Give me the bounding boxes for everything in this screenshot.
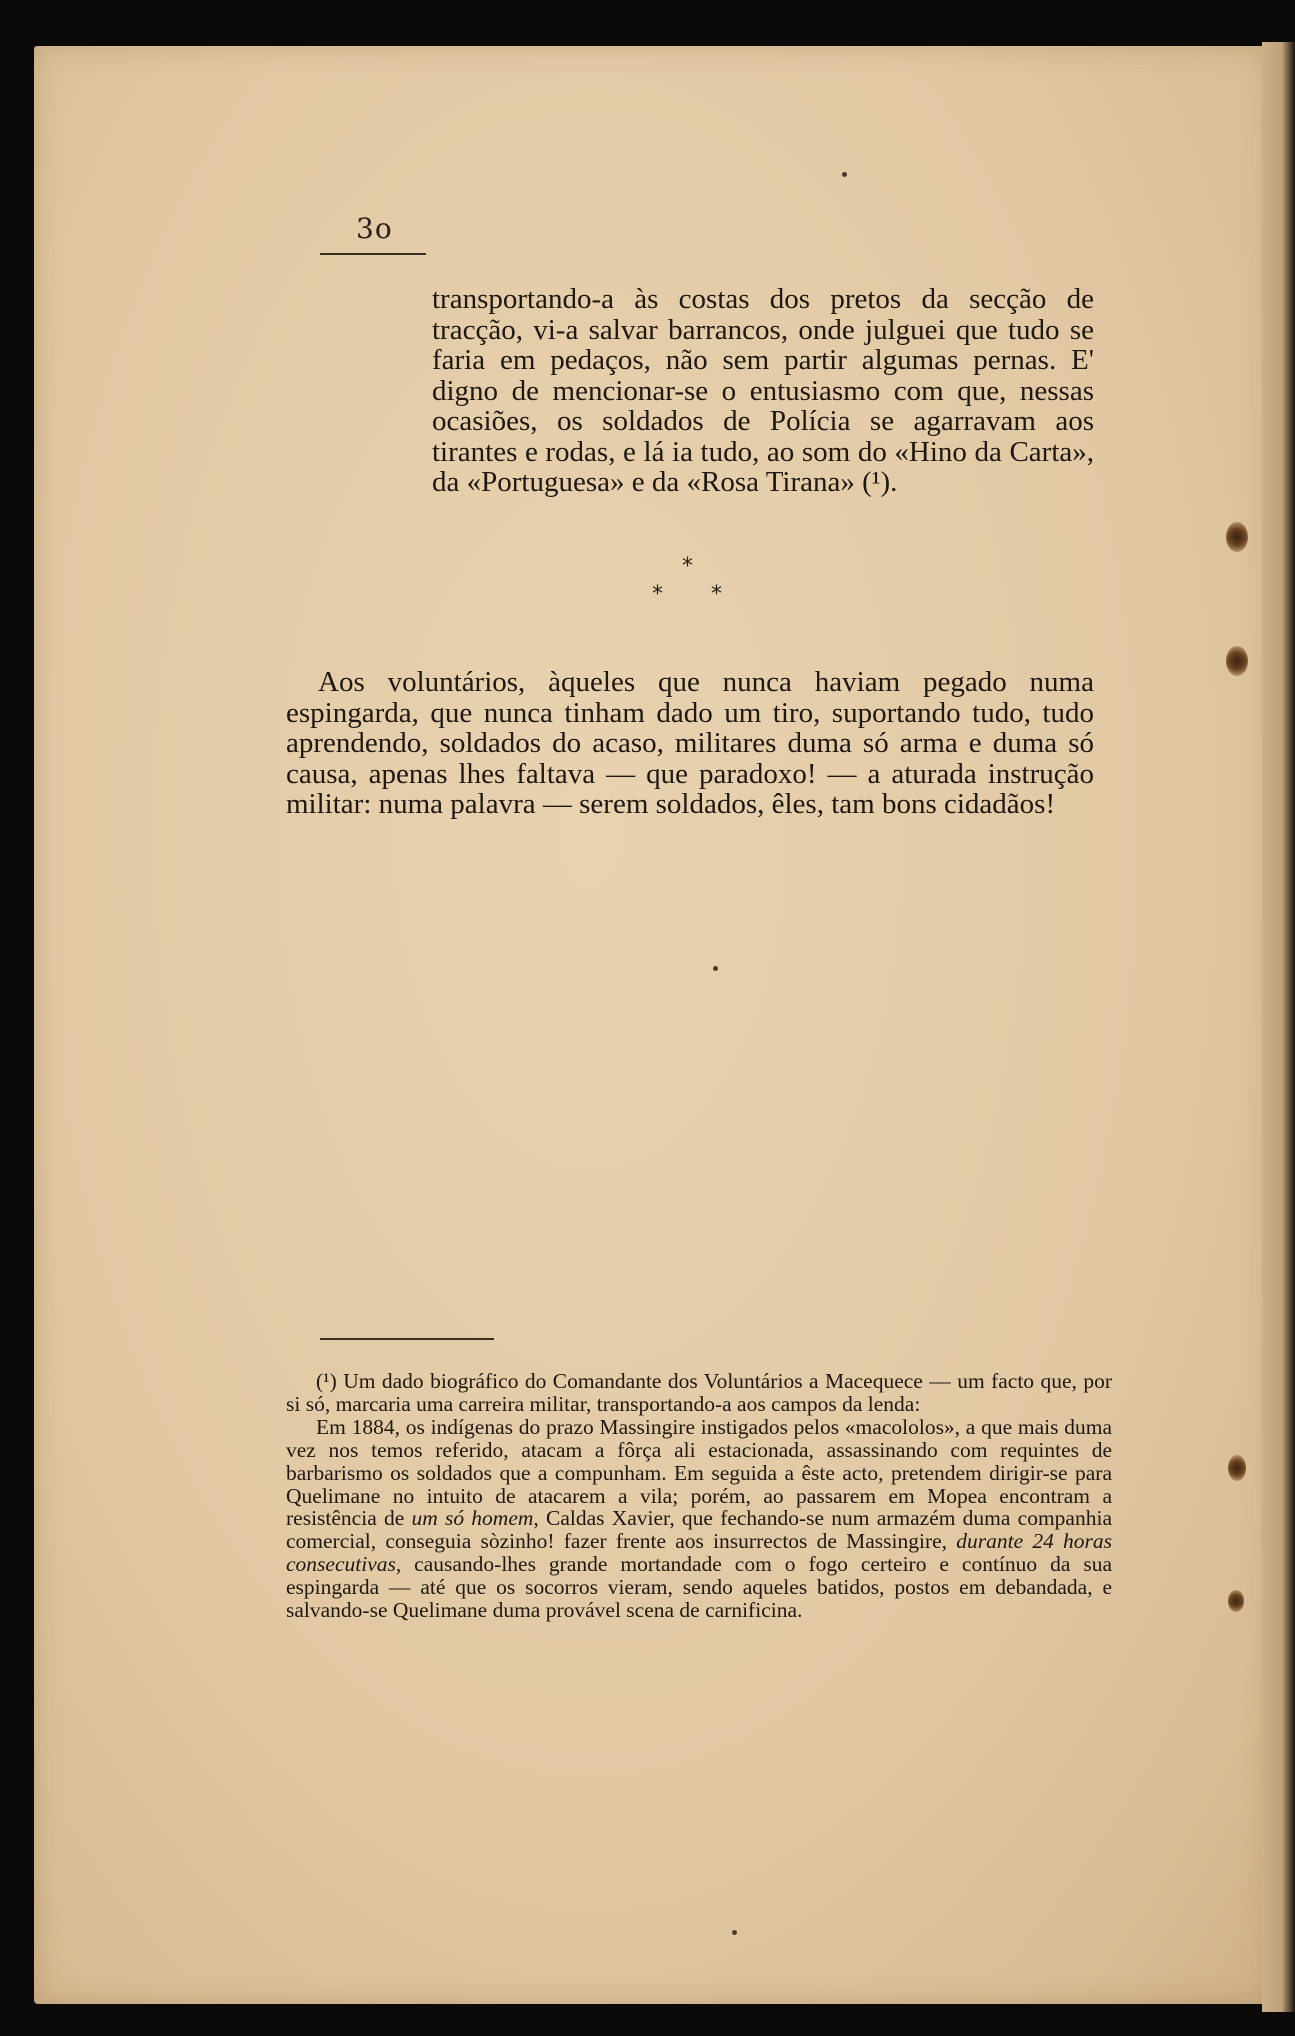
ink-stain bbox=[1226, 522, 1248, 552]
footnote-text-a: Em 1884, os indígenas do prazo Massingire instigados pelos «macololos», a que mais duma vez nos temos referido, atacam a fôrça ali estacionada, assassinando com requintes de barbarismo os soldados que a compunham. Em seguida a êste acto, pretendem dirigir-se para Quelimane no intuito de atacarem a vila; porém, ao passarem em Mopea encontram a resistência de bbox=[286, 1414, 1112, 1531]
footnote bbox=[286, 1370, 1112, 1622]
footnote-emphasis-24-hours: durante 24 horas consecutivas bbox=[286, 1529, 1113, 1577]
footnote-rule bbox=[320, 1338, 494, 1340]
body-paragraph-2: Aos voluntários, àqueles que nunca haviam pegado numa espingarda, que nunca tinham dado um tiro, suportando tudo, tudo aprendendo, soldados do acaso, militares duma só arma e duma só causa, apenas lhes faltava — que paradoxo! — a aturada instrução militar: numa palavra — serem soldados, êles, tam bons cidadãos! bbox=[286, 666, 1094, 820]
asterism-star: * bbox=[682, 554, 693, 579]
paper-speck bbox=[842, 172, 847, 177]
ink-stain bbox=[1228, 1590, 1244, 1612]
header-rule bbox=[320, 253, 426, 255]
footnote-body bbox=[286, 1416, 1112, 1622]
footnote-emphasis-one-man: um só homem bbox=[411, 1506, 534, 1531]
page-number: 3o bbox=[356, 212, 393, 245]
ink-stain bbox=[1228, 1455, 1246, 1481]
footnote-text-b: , Caldas Xavier, que fechando-se num armazém duma companhia comercial, conseguia sòzinho! fazer frente aos insurrectos de Massingire, bbox=[286, 1506, 1112, 1554]
ink-stain bbox=[1226, 646, 1248, 676]
body-paragraph-1: transportando-a às costas dos pretos da secção de tracção, vi-a salvar barrancos, onde julguei que tudo se faria em pedaços, não sem partir algumas pernas. E' digno de mencionar-se o entusiasmo com que, nessas ocasiões, os soldados de Polícia se agarravam aos tirantes e rodas, e lá ia tudo, ao som do «Hino da Carta», da «Portuguesa» e da «Rosa Tirana» (¹). bbox=[432, 283, 1094, 498]
paper-speck bbox=[713, 966, 718, 971]
asterism-star: * bbox=[652, 582, 663, 607]
footnote-intro: (¹) Um dado biográfico do Comandante dos Voluntários a Macequece — um facto que, por si só, marcaria uma carreira militar, transportando-a aos campos da lenda: bbox=[286, 1369, 1112, 1416]
asterism-star: * bbox=[711, 582, 722, 607]
footnote-text-c: , causando-lhes grande mortandade com o fogo certeiro e contínuo da sua espingarda — até que os socorros vieram, sendo aqueles batidos, postos em debandada, e salvando-se Quelimane duma provável scena de carnificina. bbox=[286, 1552, 1112, 1623]
paper-speck bbox=[732, 1930, 737, 1935]
next-page-edge bbox=[1262, 42, 1295, 2012]
